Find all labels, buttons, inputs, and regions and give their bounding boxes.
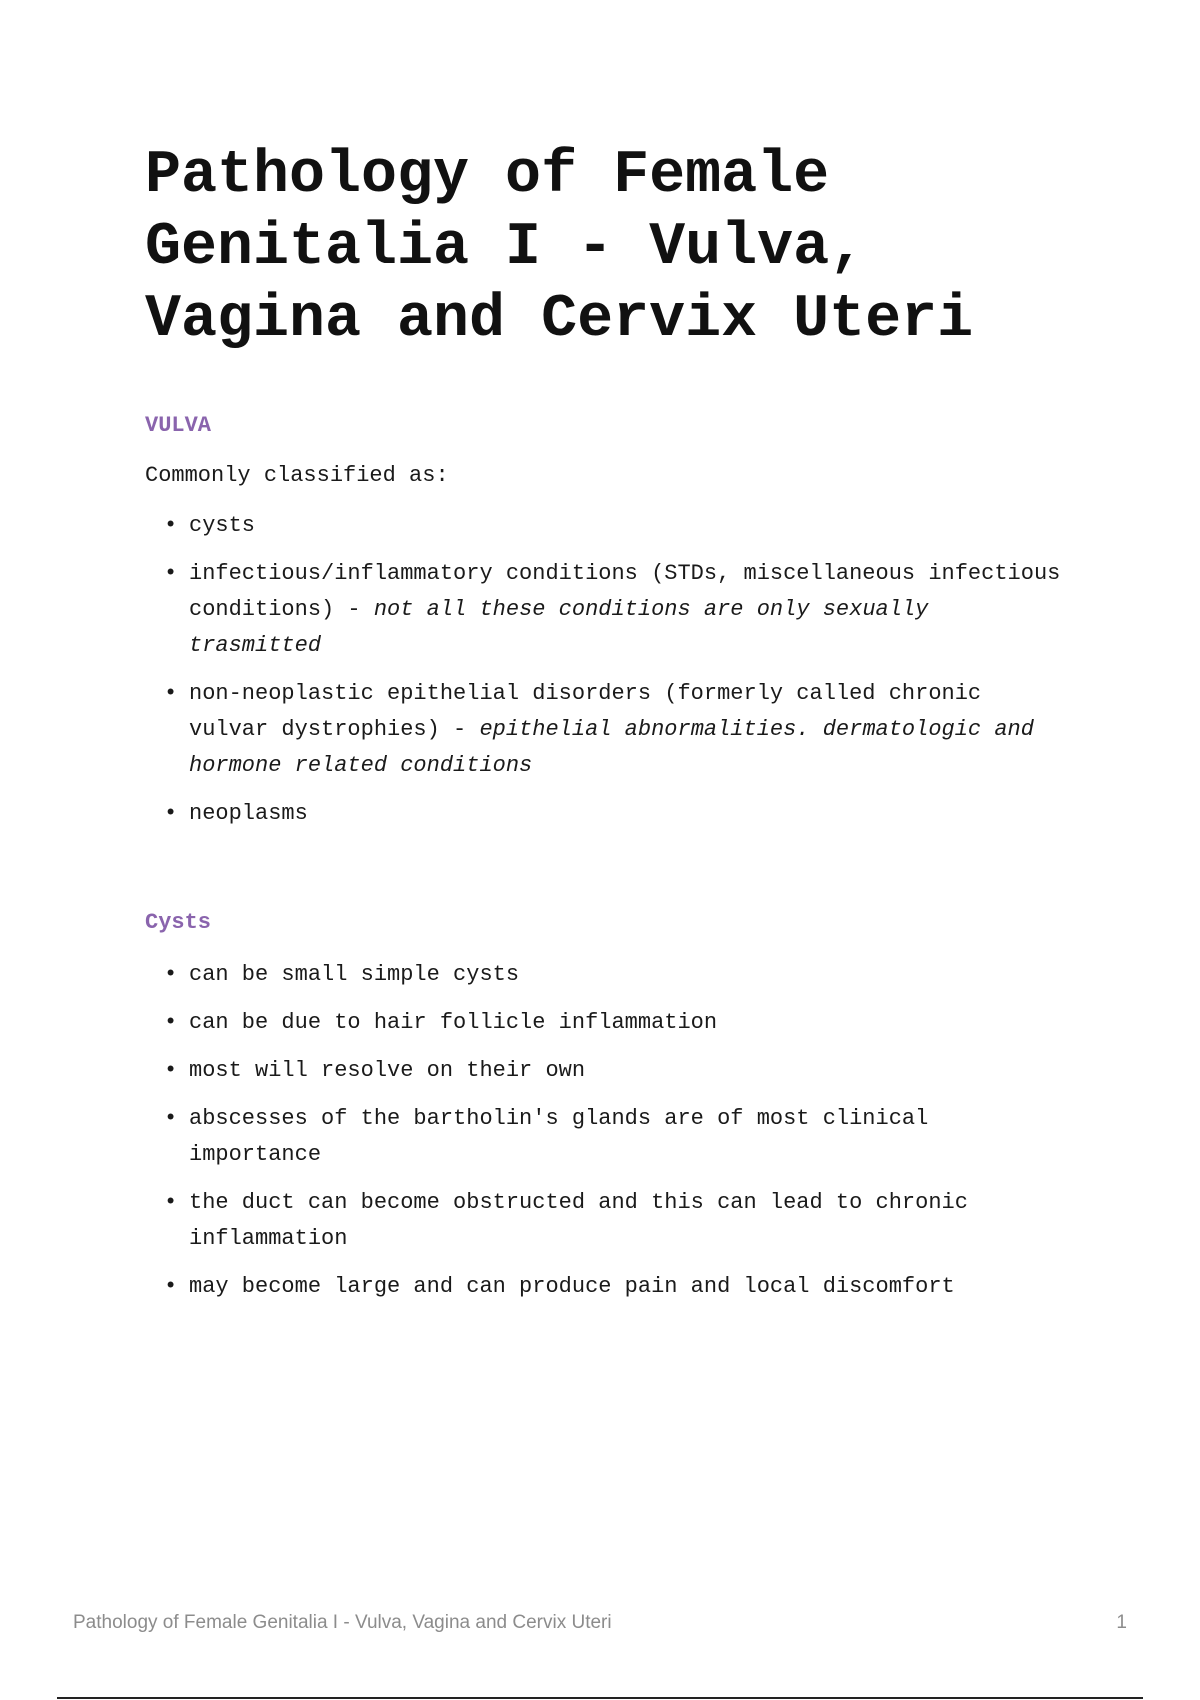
bullet-icon: •: [164, 962, 178, 987]
vulva-intro: Commonly classified as:: [145, 463, 449, 488]
list-item: [145, 957, 1065, 993]
bullet-icon: •: [164, 801, 178, 826]
cysts-list: [145, 957, 1065, 1317]
list-item-text: the duct can become obstructed and this can lead to chronic inflammation: [189, 1190, 968, 1251]
list-item: [145, 556, 1065, 664]
list-item-text: can be due to hair follicle inflammation: [189, 1010, 718, 1035]
list-item-note: not all these conditions are only sexually trasmitted: [189, 597, 929, 658]
list-item: [145, 1101, 1065, 1173]
bullet-icon: •: [164, 1010, 178, 1035]
list-item-note: epithelial abnormalities. dermatologic and hormone related conditions: [189, 717, 1034, 778]
list-item-text: abscesses of the bartholin's glands are of most clinical importance: [189, 1106, 929, 1167]
list-item-text: can be small simple cysts: [189, 962, 520, 987]
vulva-list: [145, 508, 1065, 844]
list-item-text: most will resolve on their own: [189, 1058, 586, 1083]
section-heading-cysts: Cysts: [145, 910, 212, 935]
page-title: Pathology of Female Genitalia I - Vulva, Vagina and Cervix Uteri: [145, 142, 974, 354]
bullet-icon: •: [164, 1190, 178, 1215]
bullet-icon: •: [164, 513, 178, 538]
bullet-icon: •: [164, 681, 178, 706]
bullet-icon: •: [164, 1274, 178, 1299]
bullet-icon: •: [164, 1106, 178, 1131]
list-item: [145, 1269, 1065, 1305]
bullet-icon: •: [164, 561, 178, 586]
list-item-text: non-neoplastic epithelial disorders (formerly called chronic vulvar dystrophies) -: [189, 681, 982, 742]
list-item: [145, 508, 1065, 544]
list-item: [145, 1053, 1065, 1089]
bullet-icon: •: [164, 1058, 178, 1083]
list-item: [145, 1005, 1065, 1041]
list-item-text: infectious/inflammatory conditions (STDs, miscellaneous infectious conditions) -: [189, 561, 1061, 622]
list-item: [145, 796, 1065, 832]
page-number: 1: [1116, 1612, 1127, 1633]
list-item: [145, 676, 1065, 784]
list-item-text: cysts: [189, 513, 256, 538]
footer-title: Pathology of Female Genitalia I - Vulva, Vagina and Cervix Uteri: [73, 1612, 612, 1633]
footer-divider: [57, 1697, 1143, 1699]
list-item: [145, 1185, 1065, 1257]
section-heading-vulva: VULVA: [145, 413, 212, 438]
list-item-text: may become large and can produce pain and local discomfort: [189, 1274, 955, 1299]
list-item-text: neoplasms: [189, 801, 308, 826]
